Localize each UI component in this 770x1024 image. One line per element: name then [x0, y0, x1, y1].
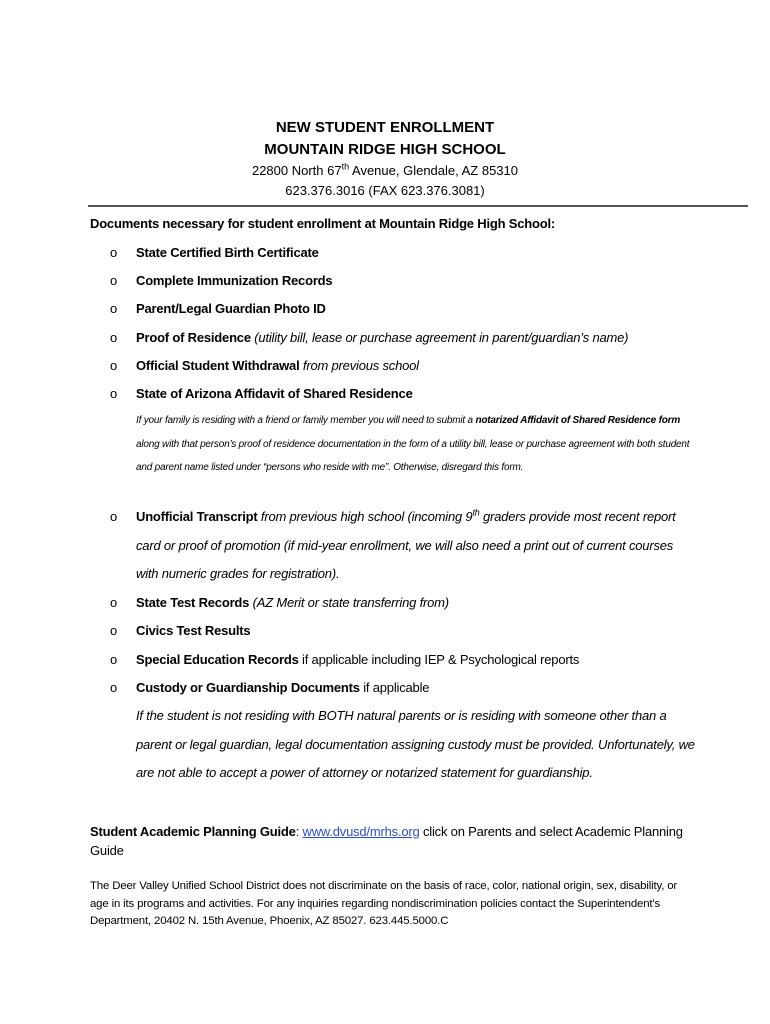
item-detail: from previous high school (incoming 9: [257, 509, 473, 524]
planning-guide-text: click on Parents and select Academic Planning Guide: [90, 824, 683, 858]
custody-note: If the student is not residing with BOTH natural parents or is residing with someone other than a parent or legal guardian, legal documentation assigning custody must be provided. Unfortunately, we are not able to accept a power of attorney or notarized statement for guardianship.: [136, 708, 695, 780]
intro-heading: Documents necessary for student enrollment at Mountain Ridge High School:: [90, 216, 556, 231]
bullet: o: [110, 330, 118, 345]
item-title: Unofficial Transcript: [136, 509, 258, 524]
transcript-item: [136, 503, 696, 589]
bullet: o: [110, 301, 118, 316]
item-title: Civics Test Results: [136, 623, 251, 638]
nondiscrimination-notice: The Deer Valley Unified School District does not discriminate on the basis of race, color, national origin, sex, disability, or age in its programs and activities. For any inquiries regarding nondiscrimination policies contact the Superintendent's Department, 20402 N. 15th Avenue, Phoenix, AZ 85027. 623.445.5000.C: [90, 880, 678, 927]
item-title: Official Student Withdrawal: [136, 358, 300, 373]
bullet: o: [110, 509, 118, 524]
item-detail: (AZ Merit or state transferring from): [249, 595, 449, 610]
planning-guide-label: Student Academic Planning Guide: [90, 824, 296, 839]
address-sup: th: [341, 161, 350, 172]
item-title: Special Education Records: [136, 652, 299, 667]
item-detail: (utility bill, lease or purchase agreement in parent/guardian’s name): [250, 330, 629, 345]
item-title: State Test Records: [136, 595, 250, 610]
grade-sup: th: [472, 507, 480, 518]
bullet: o: [110, 595, 118, 610]
address-city: Avenue, Glendale, AZ 85310: [349, 163, 519, 178]
bullet: o: [110, 245, 118, 260]
planning-guide: [90, 822, 690, 860]
bullet: o: [110, 680, 118, 695]
bullet: o: [110, 358, 118, 373]
bullet: o: [110, 273, 118, 288]
item-detail: if applicable including IEP & Psychological reports: [298, 652, 580, 667]
affidavit-note-text-1: If your family is residing with a friend or family member you will need to submit a: [136, 415, 476, 426]
address-street: 22800 North 67: [251, 163, 342, 178]
title-line-1: NEW STUDENT ENROLLMENT: [275, 119, 495, 136]
item-detail-cont: graders provide most recent report card or proof of promotion (if mid-year enrollment, we will also need a print out of current courses with numeric grades for registration).: [136, 509, 676, 581]
item-title: Custody or Guardianship Documents: [136, 680, 360, 695]
school-phone: 623.376.3016 (FAX 623.376.3081): [285, 183, 485, 198]
bullet: o: [110, 652, 118, 667]
item-title: Proof of Residence: [136, 330, 251, 345]
affidavit-note-text-2: along with that person’s proof of residence documentation in the form of a utility bill, lease or purchase agreement with both student and parent name listed under “persons who reside with me”. Otherwise, disregard this form.: [136, 438, 690, 473]
header-divider: [88, 205, 748, 207]
affidavit-note: [136, 409, 696, 480]
item-title: Parent/Legal Guardian Photo ID: [136, 301, 326, 316]
item-title: State Certified Birth Certificate: [136, 245, 319, 260]
bullet: o: [110, 623, 118, 638]
item-detail: if applicable: [359, 680, 430, 695]
school-name: MOUNTAIN RIDGE HIGH SCHOOL: [264, 141, 506, 158]
affidavit-note-bold: notarized Affidavit of Shared Residence form: [475, 415, 681, 426]
bullet: o: [110, 386, 118, 401]
item-detail: from previous school: [299, 358, 419, 373]
item-title: Complete Immunization Records: [136, 273, 333, 288]
item-title: State of Arizona Affidavit of Shared Residence: [136, 386, 413, 401]
planning-guide-colon: :: [295, 824, 303, 839]
document-header: [0, 117, 770, 201]
planning-guide-link[interactable]: www.dvusd/mrhs.org: [302, 824, 420, 839]
school-address: [0, 161, 770, 181]
